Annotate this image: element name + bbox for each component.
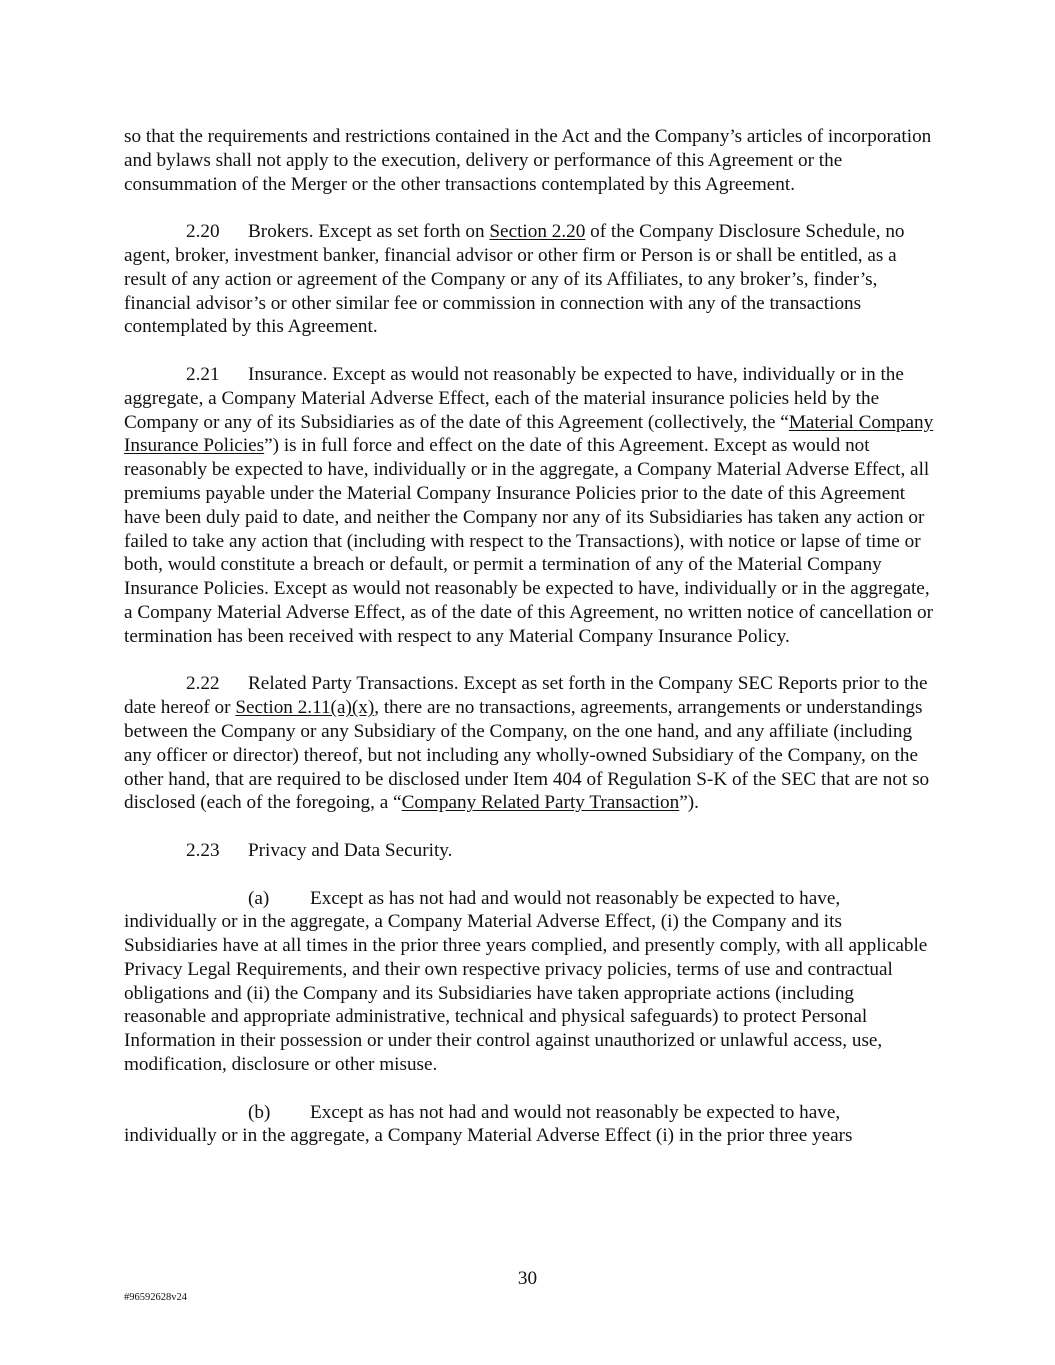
section-text: , there are no transactions, agreements, arrangements or understandings between the Company or any Subsidiary of the Company, on the one hand, and any affiliate (including any officer or director) thereof, but not including any wholly-owned Subsidiary of the Company, on the other hand, that are required to be disclosed under Item 404 of Regulation S-K of the SEC that are not so disclosed (each of the foregoing, a “ xyxy=(124,697,930,814)
subsection-text: Except as has not had and would not reasonably be expected to have, individually or in the aggregate, a Company Material Adverse Effect, (i) the Company and its Subsidiaries have at all times in the prior three years complied, and presently comply, with all applicable Privacy Legal Requirements, and their own respective privacy policies, terms of use and contractual obligations and (ii) the Company and its Subsidiaries have taken appropriate actions (including reasonable and appropriate administrative, technical and physical safeguards) to protect Personal Information in their possession or under their control against unauthorized or unlawful access, use, modification, disclosure or other misuse. xyxy=(124,887,928,1076)
section-2-22-related-party-transactions xyxy=(124,672,936,815)
section-heading: Insurance. xyxy=(248,363,328,385)
section-text: Except as set forth in the Company SEC Reports prior to the date hereof or xyxy=(124,673,928,719)
subsection-label: (a) xyxy=(248,887,270,909)
section-2-20-brokers xyxy=(124,220,936,339)
subsection-text: Except as has not had and would not reasonably be expected to have, individually or in the aggregate, a Company Material Adverse Effect (i) in the prior three years xyxy=(124,1101,853,1147)
subsection-2-23-b xyxy=(124,1101,936,1149)
defined-term: Company Related Party Transaction xyxy=(401,792,680,814)
section-heading: Privacy and Data Security. xyxy=(248,839,453,861)
continuation-text: so that the requirements and restrictions contained in the Act and the Company’s articles of incorporation and bylaws shall not apply to the execution, delivery or performance of this Agreement or the consummation of the Merger or the other transactions contemplated by this Agreement. xyxy=(124,126,932,195)
subsection-2-23-a xyxy=(124,887,936,1077)
section-number: 2.20 xyxy=(186,221,220,243)
defined-term: Material Company Insurance Policies xyxy=(124,411,934,457)
section-2-21-insurance xyxy=(124,363,936,649)
section-text: Except as would not reasonably be expected to have, individually or in the aggregate, a Company Material Adverse Effect, each of the material insurance policies held by the Company or any of its Subsidiaries as of the date of this Agreement (collectively, the “ xyxy=(124,363,904,433)
document-body xyxy=(124,125,936,1172)
section-2-23-privacy-heading xyxy=(124,839,936,863)
document-id: #96592628v24 xyxy=(124,1292,187,1303)
section-text: ”) is in full force and effect on the date of this Agreement. Except as would not reasonably be expected to have, individually or in the aggregate, a Company Material Adverse Effect, all premiums payable under the Material Company Insurance Policies prior to the date of this Agreement have been duly paid to date, and neither the Company nor any of its Subsidiaries has taken any action or failed to take any action that (including with respect to the Transactions), with notice or lapse of time or both, would constitute a breach or default, or permit a termination of any of the Material Company Insurance Policies. Except as would not reasonably be expected to have, individually or in the aggregate, a Company Material Adverse Effect, as of the date of this Agreement, no written notice of cancellation or termination has been received with respect to any Material Company Insurance Policy. xyxy=(124,435,933,647)
section-heading: Brokers. xyxy=(248,221,314,243)
continuation-paragraph xyxy=(124,125,936,196)
section-reference: Section 2.20 xyxy=(489,221,586,243)
section-heading: Related Party Transactions. xyxy=(248,673,459,695)
section-number: 2.23 xyxy=(186,839,220,861)
page-number: 30 xyxy=(517,1268,538,1289)
subsection-label: (b) xyxy=(248,1101,271,1123)
section-text: of the Company Disclosure Schedule, no agent, broker, investment banker, financial advisor or other firm or Person is or shall be entitled, as a result of any action or agreement of the Company or any of its Affiliates, to any broker’s, finder’s, financial advisor’s or other similar fee or commission in connection with any of the transactions contemplated by this Agreement. xyxy=(124,221,905,338)
section-text: ”). xyxy=(679,792,699,814)
section-number: 2.22 xyxy=(186,673,220,695)
section-number: 2.21 xyxy=(186,363,220,385)
section-text: Except as set forth on xyxy=(313,221,490,243)
section-reference: Section 2.11(a)(x) xyxy=(235,697,375,719)
